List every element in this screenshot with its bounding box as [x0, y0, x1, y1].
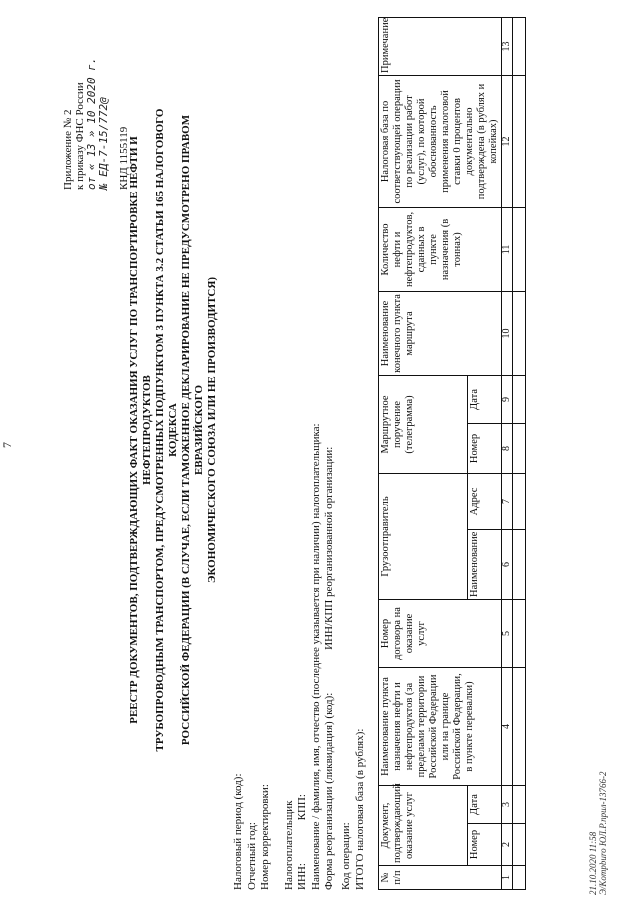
col-header-destination: Наименование пункта назначения нефти и нефтепродуктов (за пределами территории Российской Федерации или на границе Российской Федерации, в пункте перевалки) — [379, 667, 502, 785]
tax-period-label: Налоговый период (код): — [232, 773, 244, 890]
col-header-shipper: Грузоотправитель — [379, 473, 468, 599]
column-number: 12 — [502, 75, 513, 207]
col-header-doc-date: Дата — [467, 785, 501, 823]
table-cell — [513, 473, 526, 529]
column-number: 1 — [502, 866, 513, 890]
report-year-label: Отчетный год: — [245, 822, 258, 890]
appendix-order-number: № ЕД-7-15/772@ — [97, 97, 110, 190]
col-header-quantity: Количество нефти и нефтепродуктов, сданных в пункте назначения (в тоннах) — [379, 207, 502, 291]
total-tax-base-label: ИТОГО налоговая база (в рублях): — [353, 728, 366, 890]
reorg-row — [323, 270, 337, 890]
reorg-form-label: Форма реорганизации (ликвидация) (код): — [323, 692, 335, 890]
table-header-row — [379, 17, 468, 889]
col-header-doc-number: Номер — [467, 824, 501, 866]
col-header-document: Документ, подтверждающий оказание услуг — [379, 785, 468, 865]
table-cell — [513, 667, 526, 785]
table-cell — [513, 529, 526, 599]
table-cell — [513, 207, 526, 291]
col-header-contract: Номер договора на оказание услуг — [379, 599, 502, 667]
column-number: 5 — [502, 599, 513, 667]
column-number: 8 — [502, 423, 513, 473]
col-header-shipper-address: Адрес — [467, 473, 501, 529]
kpp-label: КПП: — [296, 794, 308, 821]
title-line: РЕЕСТР ДОКУМЕНТОВ, ПОДТВЕРЖДАЮЩИХ ФАКТ ОКАЗАНИЯ УСЛУГ ПО ТРАНСПОРТИРОВКЕ НЕФТИ И НЕФТЕПРОДУКТОВ — [128, 136, 153, 724]
table-cell — [513, 599, 526, 667]
table-cell — [513, 375, 526, 423]
table-cell — [513, 423, 526, 473]
inn-kpp-row — [296, 270, 310, 890]
document-title — [128, 105, 219, 755]
col-header-route-order: Маршрутное поручение (телеграмма) — [379, 375, 468, 473]
column-number: 10 — [502, 291, 513, 375]
title-line: ЭКОНОМИЧЕСКОГО СОЮЗА ИЛИ НЕ ПРОИЗВОДИТСЯ) — [206, 277, 218, 583]
col-header-endpoint: Наименование конечного пункта маршрута — [379, 291, 502, 375]
knd-code: КНД 1155119 — [118, 126, 130, 190]
column-number: 2 — [502, 824, 513, 866]
operation-code-label: Код операции: — [340, 822, 352, 890]
taxpayer-label: Налогоплательщик — [282, 800, 295, 890]
taxpayer-info — [232, 270, 337, 890]
column-number: 7 — [502, 473, 513, 529]
table-cell — [513, 824, 526, 866]
footer-timestamp: 21.10.2020 11:58 — [588, 831, 598, 895]
column-number: 9 — [502, 375, 513, 423]
table-cell — [513, 866, 526, 890]
table-row — [513, 17, 526, 889]
appendix-line: к приказу ФНС России — [74, 82, 86, 190]
reorg-inn-label: ИНН/КПП реорганизованной организации: — [323, 446, 335, 650]
appendix-line: Приложение № 2 — [62, 109, 74, 190]
correction-number-label: Номер корректировки: — [259, 784, 271, 890]
appendix-reference — [62, 20, 110, 190]
col-header-order-number: Номер — [467, 423, 501, 473]
column-number: 4 — [502, 667, 513, 785]
column-number: 6 — [502, 529, 513, 599]
title-line: ТРУБОПРОВОДНЫМ ТРАНСПОРТОМ, ПРЕДУСМОТРЕННЫХ ПОДПУНКТОМ 3 ПУНКТА 3.2 СТАТЬИ 165 НАЛОГОВОГО КОДЕКСА — [154, 108, 179, 752]
table-cell — [513, 291, 526, 375]
title-line: РОССИЙСКОЙ ФЕДЕРАЦИИ (В СЛУЧАЕ, ЕСЛИ ТАМОЖЕННОЕ ДЕКЛАРИРОВАНИЕ НЕ ПРЕДУСМОТРЕНО ПРАВОМ ЕВРАЗИЙСКОГО — [180, 114, 205, 746]
column-number: 3 — [502, 785, 513, 823]
appendix-date: от « 13 » 10 2020 г. — [85, 57, 98, 190]
table-cell — [513, 785, 526, 823]
table-cell — [513, 75, 526, 207]
col-header-number: № п/п — [379, 866, 502, 890]
col-header-shipper-name: Наименование — [467, 529, 501, 599]
table-cell — [513, 17, 526, 75]
page-number: 7 — [0, 442, 14, 448]
inn-label: ИНН: — [296, 863, 308, 890]
column-number: 11 — [502, 207, 513, 291]
column-number-row — [502, 17, 513, 889]
col-header-tax-base: Налоговая база по соответствующей операции по реализации работ (услуг), по которой обоснованность применения налоговой ставки 0 процентов документально подтверждена (в рублях и копейках) — [379, 75, 502, 207]
column-number: 13 — [502, 17, 513, 75]
register-table — [378, 17, 526, 890]
taxpayer-name-label: Наименование / фамилия, имя, отчество (последнее указывается при наличии) налогоплательщика: — [309, 423, 322, 890]
operations-info — [340, 729, 367, 890]
col-header-order-date: Дата — [467, 375, 501, 423]
col-header-note: Примечание — [379, 17, 502, 75]
print-footer — [588, 772, 608, 896]
footer-file-reference: Э/Kompburo ЮЛ.Р.прил-13766-2 — [598, 771, 608, 895]
